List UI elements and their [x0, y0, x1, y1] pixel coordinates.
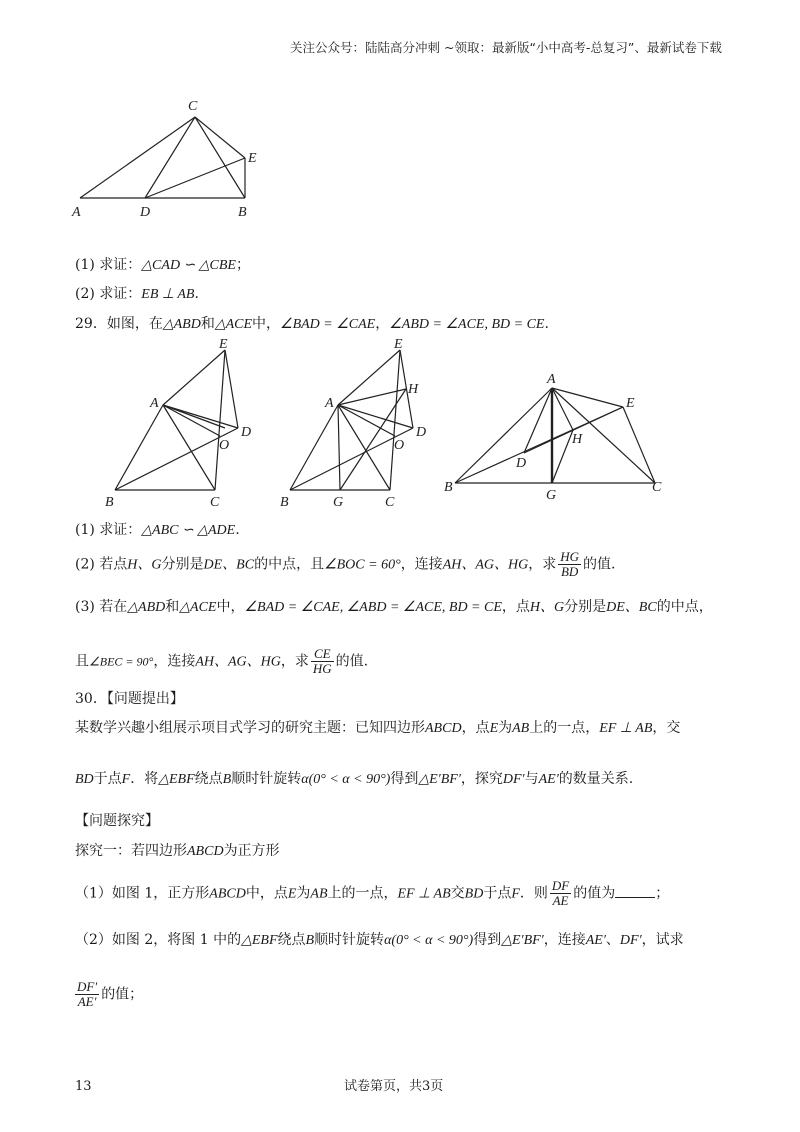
label-D: D — [140, 205, 151, 220]
label-C: C — [385, 495, 395, 510]
q28-part2: (2) 求证：EB ⊥ AB. — [75, 286, 199, 302]
label-C: C — [188, 99, 198, 114]
label-E: E — [626, 396, 635, 411]
label-D: D — [241, 425, 252, 440]
label-B: B — [444, 480, 453, 495]
figure-q29-2 — [275, 335, 445, 510]
label-O: O — [219, 438, 230, 453]
label-D: D — [516, 456, 527, 471]
label-C: C — [210, 495, 220, 510]
q30-line2: BD于点F．将△EBF绕点B顺时针旋转α(0° < α < 90°)得到△E′BF′，探究DF′与AE′的数量关系. — [75, 771, 634, 787]
q29-stem: 29．如图，在△ABD和△ACE中，∠BAD = ∠CAE，∠ABD = ∠ACE, BD = CE. — [75, 316, 549, 332]
label-O: O — [394, 438, 405, 453]
figure-q29-1 — [100, 335, 270, 510]
label-E: E — [219, 337, 228, 352]
page-number: 13 — [75, 1079, 92, 1094]
label-B: B — [238, 205, 247, 220]
answer-blank — [615, 897, 655, 898]
q30-explore-title: 【问题探究】 — [75, 813, 159, 829]
label-H: H — [572, 432, 583, 447]
label-A: A — [325, 396, 334, 411]
fraction-df-ae: $\frac{DF}{AE}$ — [551, 878, 570, 908]
label-B: B — [105, 495, 114, 510]
label-C: C — [652, 480, 662, 495]
q29-part1: (1) 求证：△ABC ∽ △ADE. — [75, 522, 240, 538]
label-A: A — [150, 396, 159, 411]
q29-part3-line1: (3) 若在△ABD和△ACE中，∠BAD = ∠CAE, ∠ABD = ∠ACE, BD = CE，点H、G分别是DE、BC的中点， — [75, 599, 713, 615]
q30-title: 30．【问题提出】 — [75, 691, 184, 707]
label-A: A — [547, 372, 556, 387]
label-A: A — [72, 205, 81, 220]
page-header: 关注公众号：陆陆高分冲刺 ~领取：最新版“小中高考-总复习”、最新试卷下载 — [290, 40, 722, 55]
label-G: G — [546, 488, 557, 503]
q29-part3-line2: 且∠BEC = 90°，连接AH、AG、HG，求 $\frac{CE}{HG}$ 的值. — [75, 646, 369, 676]
fraction-hg-bd: $\frac{HG}{BD}$ — [560, 549, 580, 579]
figure-q28 — [60, 90, 290, 230]
q28-part1: (1) 求证：△CAD ∽ △CBE； — [75, 257, 250, 273]
label-E: E — [394, 337, 403, 352]
fraction-df-ae-prime: $\frac{DF'}{AE'}$ — [77, 979, 98, 1009]
label-B: B — [280, 495, 289, 510]
label-G: G — [333, 495, 344, 510]
q30-sub2: （2）如图 2，将图 1 中的△EBF绕点B顺时针旋转α(0° < α < 90°)得到△E′BF′，连接AE′、DF′，试求 — [75, 932, 684, 948]
label-E: E — [248, 151, 257, 166]
q30-explore1: 探究一：若四边形ABCD为正方形 — [75, 843, 280, 859]
label-D: D — [416, 425, 427, 440]
q29-part2: (2) 若点H、G分别是DE、BC的中点，且∠BOC = 60°，连接AH、AG、HG，求 $\frac{HG}{BD}$ 的值. — [75, 549, 616, 579]
figure-q29-3 — [440, 365, 670, 505]
label-H: H — [408, 382, 419, 397]
q30-sub2-cont: $\frac{DF'}{AE'}$ 的值； — [77, 979, 144, 1009]
fraction-ce-hg: $\frac{CE}{HG}$ — [312, 646, 332, 676]
q30-sub1: （1）如图 1，正方形ABCD中，点E为AB上的一点，EF ⊥ AB交BD于点F．则 $\frac{DF}{AE}$ 的值为 ； — [75, 878, 670, 908]
page-footer: 试卷第页，共3页 — [344, 1079, 444, 1094]
q30-line1: 某数学兴趣小组展示项目式学习的研究主题：已知四边形ABCD，点E为AB上的一点，EF ⊥ AB，交 — [75, 720, 681, 736]
